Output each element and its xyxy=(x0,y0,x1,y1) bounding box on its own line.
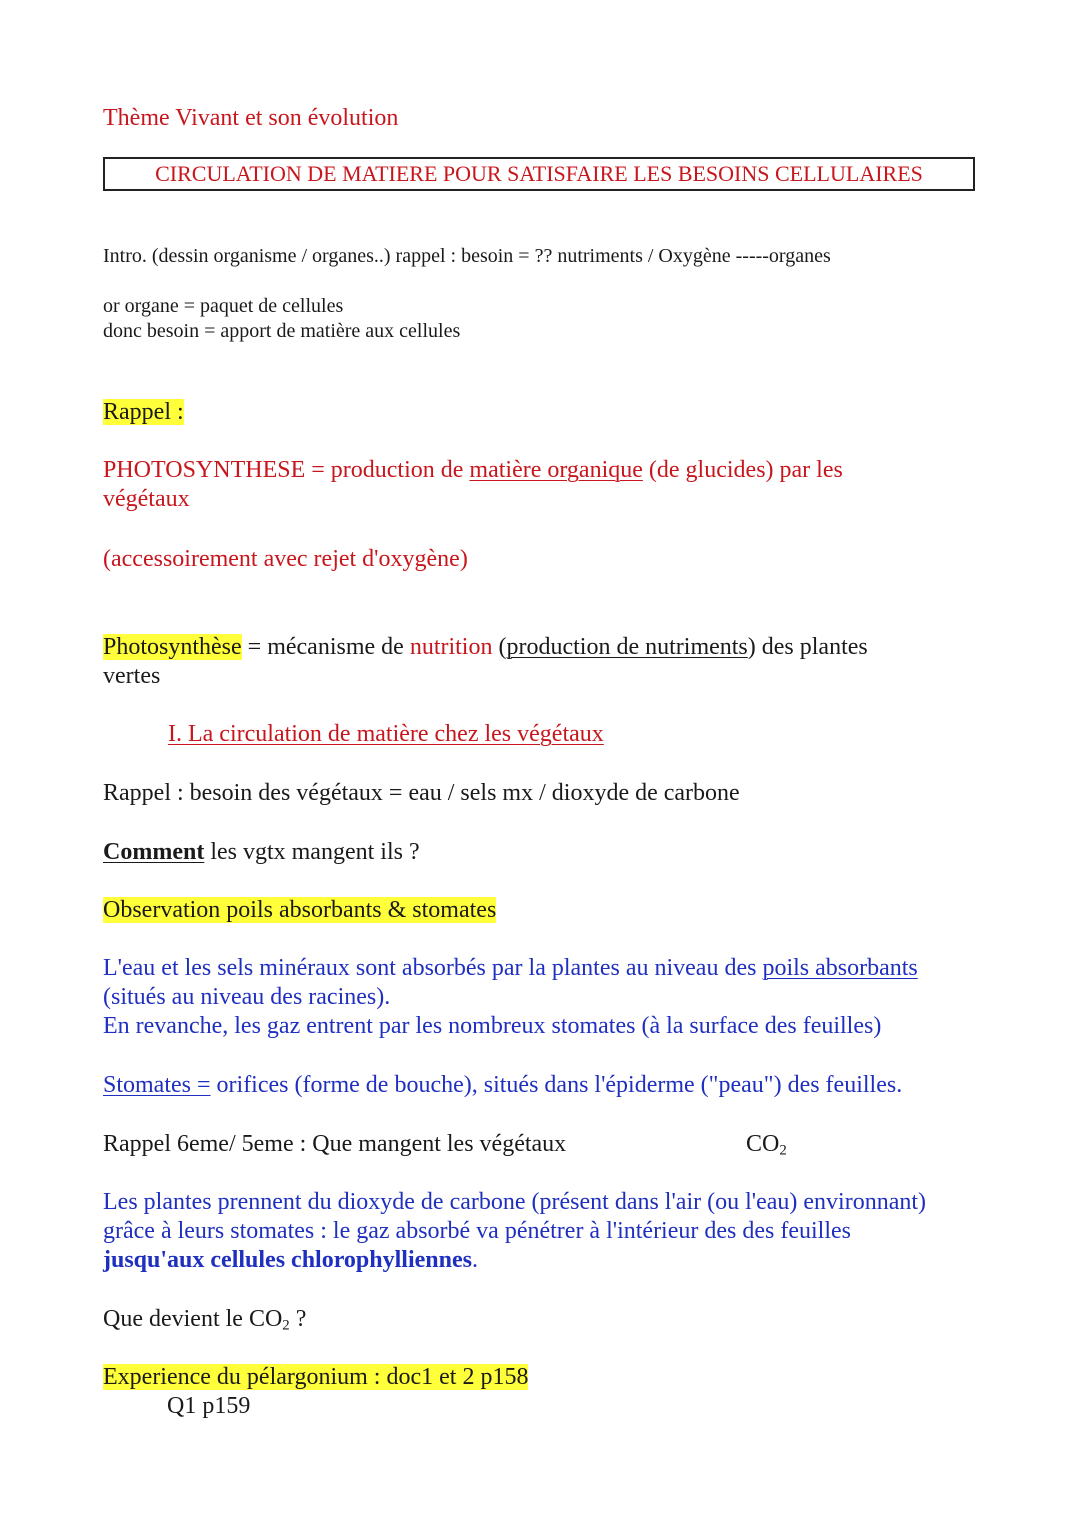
co2-paragraph: Les plantes prennent du dioxyde de carbone (présent dans l'air (ou l'eau) environnant) grâce à leurs stomates : le gaz absorbé va pénétrer à l'intérieur des des feuilles jusqu'aux cellules chlorophylliennes. xyxy=(103,1189,927,1273)
observation-heading: Observation poils absorbants & stomates xyxy=(103,897,497,923)
experience-heading: Experience du pélargonium : doc1 et 2 p158 xyxy=(103,1364,529,1390)
title-box xyxy=(103,157,975,191)
section-heading: I. La circulation de matière chez les végétaux xyxy=(168,721,604,747)
comment-question: Comment les vgtx mangent ils ? xyxy=(103,839,420,865)
intro-line-1: Intro. (dessin organisme / organes..) rappel : besoin = ?? nutriments / Oxygène -----organes xyxy=(103,245,831,267)
theme-heading xyxy=(103,104,398,133)
co2-question: Que devient le $CO_2$ ? xyxy=(103,1306,307,1334)
photosynthese-definition: PHOTOSYNTHESE = production de matière organique (de glucides) par les végétaux xyxy=(103,457,843,512)
intro-line-2: or organe = paquet de cellules xyxy=(103,295,344,317)
q1-reference: Q1 p159 xyxy=(167,1393,251,1419)
rappel-6eme: Rappel 6eme/ 5eme : Que mangent les végétaux xyxy=(103,1131,567,1157)
rappel-label: Rappel : xyxy=(103,399,184,425)
stomates-definition: Stomates = orifices (forme de bouche), situés dans l'épiderme ("peau") des feuilles. xyxy=(103,1072,903,1098)
intro-line-3: donc besoin = apport de matière aux cellules xyxy=(103,320,461,342)
co2-label: $CO_2$ xyxy=(746,1131,787,1159)
rappel-besoin: Rappel : besoin des végétaux = eau / sels mx / dioxyde de carbone xyxy=(103,780,740,806)
theme-text: Thème Vivant et son évolution xyxy=(103,105,399,131)
accessoirement-line: (accessoirement avec rejet d'oxygène) xyxy=(103,546,468,572)
photosynthese-mecanisme: Photosynthèse = mécanisme de nutrition (production de nutriments) des plantes vertes xyxy=(103,634,868,689)
matiere-organique-link: matière organique xyxy=(469,457,643,483)
title-text: CIRCULATION DE MATIERE POUR SATISFAIRE LES BESOINS CELLULAIRES xyxy=(155,161,923,186)
absorption-paragraph: L'eau et les sels minéraux sont absorbés par la plantes au niveau des poils absorbants (situés au niveau des racines). En revanche, les gaz entrent par les nombreux stomates (à la surface des feuilles) xyxy=(103,955,918,1039)
